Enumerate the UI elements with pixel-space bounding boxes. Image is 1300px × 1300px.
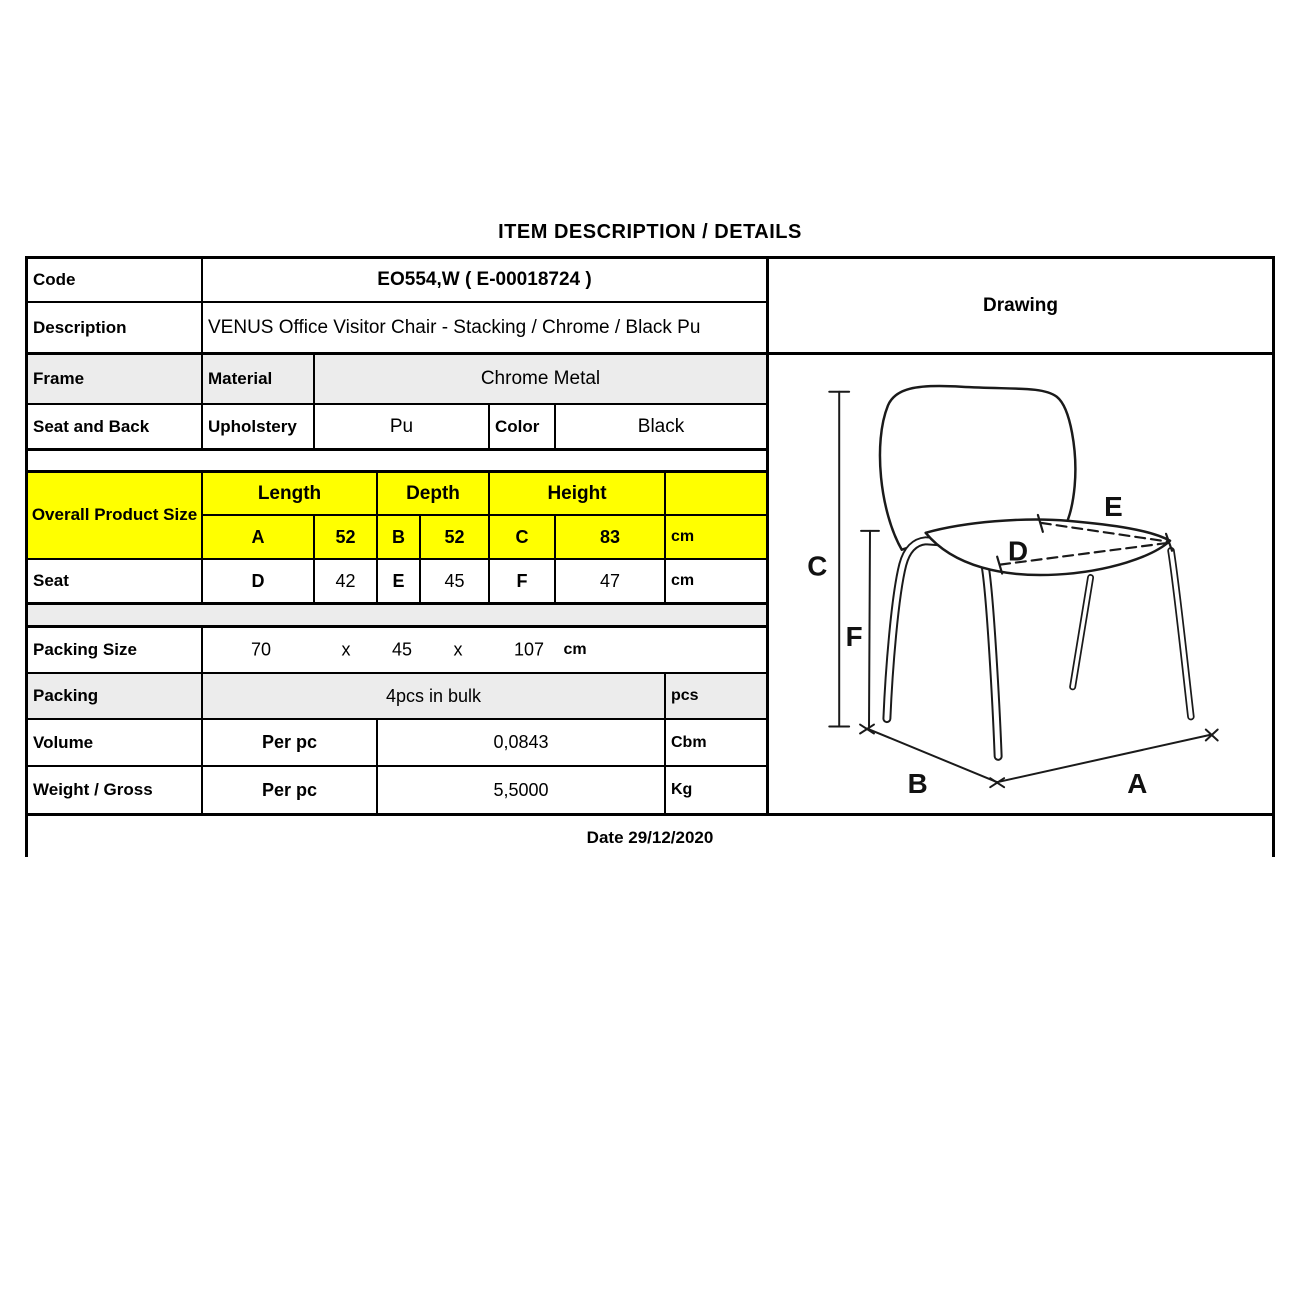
dim-d-key: D [203, 560, 315, 602]
packing-size-v3: 107 [513, 639, 545, 660]
row-packing [28, 674, 766, 720]
row-frame [28, 355, 766, 405]
volume-unit: Cbm [671, 733, 707, 751]
weight-value: 5,5000 [378, 767, 666, 813]
row-seat-and-back [28, 405, 766, 451]
weight-unit: Kg [671, 781, 693, 798]
volume-per-pc: Per pc [203, 720, 378, 765]
packing-size-v1: 70 [250, 639, 272, 660]
row-packing-size [28, 628, 766, 674]
drawing-header: Drawing [769, 259, 1272, 355]
seat-label: Seat [28, 560, 203, 602]
dimension-header-row [203, 473, 766, 516]
dimension-label-e: E [1104, 490, 1123, 522]
code-value: EO554,W ( E-00018724 ) [377, 269, 592, 290]
date-value: Date 29/12/2020 [586, 828, 714, 847]
color-value: Black [637, 415, 685, 437]
dimension-label-d: D [1007, 535, 1029, 567]
packing-size-unit: cm [563, 641, 587, 658]
packing-size-v2: 45 [391, 639, 413, 660]
packing-value: 4pcs in bulk [203, 674, 666, 718]
overall-size-label: Overall Product Size [28, 473, 203, 558]
frame-label: Frame [28, 355, 203, 403]
volume-label: Volume [28, 720, 203, 765]
upholstery-value: Pu [315, 405, 490, 448]
frame-material-label: Material [203, 355, 315, 403]
dimension-label-b: B [907, 768, 928, 800]
packing-unit: pcs [666, 674, 766, 718]
spec-table [25, 256, 1275, 857]
dim-e-key: E [378, 560, 421, 602]
dim-f-key: F [490, 560, 556, 602]
dimension-line-b [860, 725, 997, 783]
seat-unit: cm [671, 572, 695, 589]
weight-per-pc: Per pc [203, 767, 378, 813]
description-value: VENUS Office Visitor Chair - Stacking / Chrome / Black Pu [208, 316, 701, 338]
color-label: Color [490, 405, 556, 448]
dim-e-value: 45 [421, 560, 490, 602]
code-label: Code [28, 259, 203, 301]
chair-drawing [769, 355, 1275, 810]
dimension-label-f: F [845, 621, 863, 653]
depth-header: Depth [378, 473, 490, 514]
length-header: Length [203, 473, 378, 514]
dimension-line-a [990, 730, 1218, 788]
description-label: Description [28, 303, 203, 352]
seat-back-label: Seat and Back [28, 405, 203, 448]
row-description [28, 303, 766, 355]
row-overall-product-size [28, 473, 766, 560]
chair-drawing-svg [769, 355, 1275, 810]
spacer-row-gray [28, 605, 766, 628]
drawing-panel [766, 259, 1272, 813]
page-title: ITEM DESCRIPTION / DETAILS [498, 221, 802, 243]
dim-d-value: 42 [315, 560, 378, 602]
dim-b-key: B [378, 516, 421, 558]
packing-size-x1: x [341, 639, 351, 660]
packing-size-values [203, 628, 766, 672]
dimension-label-a: A [1127, 768, 1148, 800]
row-weight-gross [28, 767, 766, 813]
packing-label: Packing [28, 674, 203, 718]
packing-size-x2: x [453, 639, 463, 660]
dim-a-key: A [203, 516, 315, 558]
dimension-line-f [861, 531, 879, 727]
dim-f-value: 47 [556, 560, 666, 602]
packing-size-label: Packing Size [28, 628, 203, 672]
volume-value: 0,0843 [378, 720, 666, 765]
weight-label: Weight / Gross [28, 767, 203, 813]
row-code [28, 259, 766, 303]
upholstery-label: Upholstery [203, 405, 315, 448]
dim-b-value: 52 [421, 516, 490, 558]
height-header: Height [490, 473, 666, 514]
header-empty-cell [666, 473, 766, 514]
dimension-value-row [203, 516, 766, 558]
dim-c-value: 83 [556, 516, 666, 558]
row-volume [28, 720, 766, 767]
dim-c-key: C [490, 516, 556, 558]
row-date [28, 813, 1272, 860]
spacer-row-white [28, 451, 766, 473]
dimension-line-c [829, 392, 849, 727]
row-seat-dimensions [28, 560, 766, 605]
dim-a-value: 52 [315, 516, 378, 558]
overall-unit: cm [666, 516, 766, 558]
frame-material-value: Chrome Metal [315, 355, 766, 403]
chair-leg-left-tube [887, 541, 998, 757]
dimension-label-c: C [807, 550, 828, 582]
overall-size-grid [203, 473, 766, 558]
